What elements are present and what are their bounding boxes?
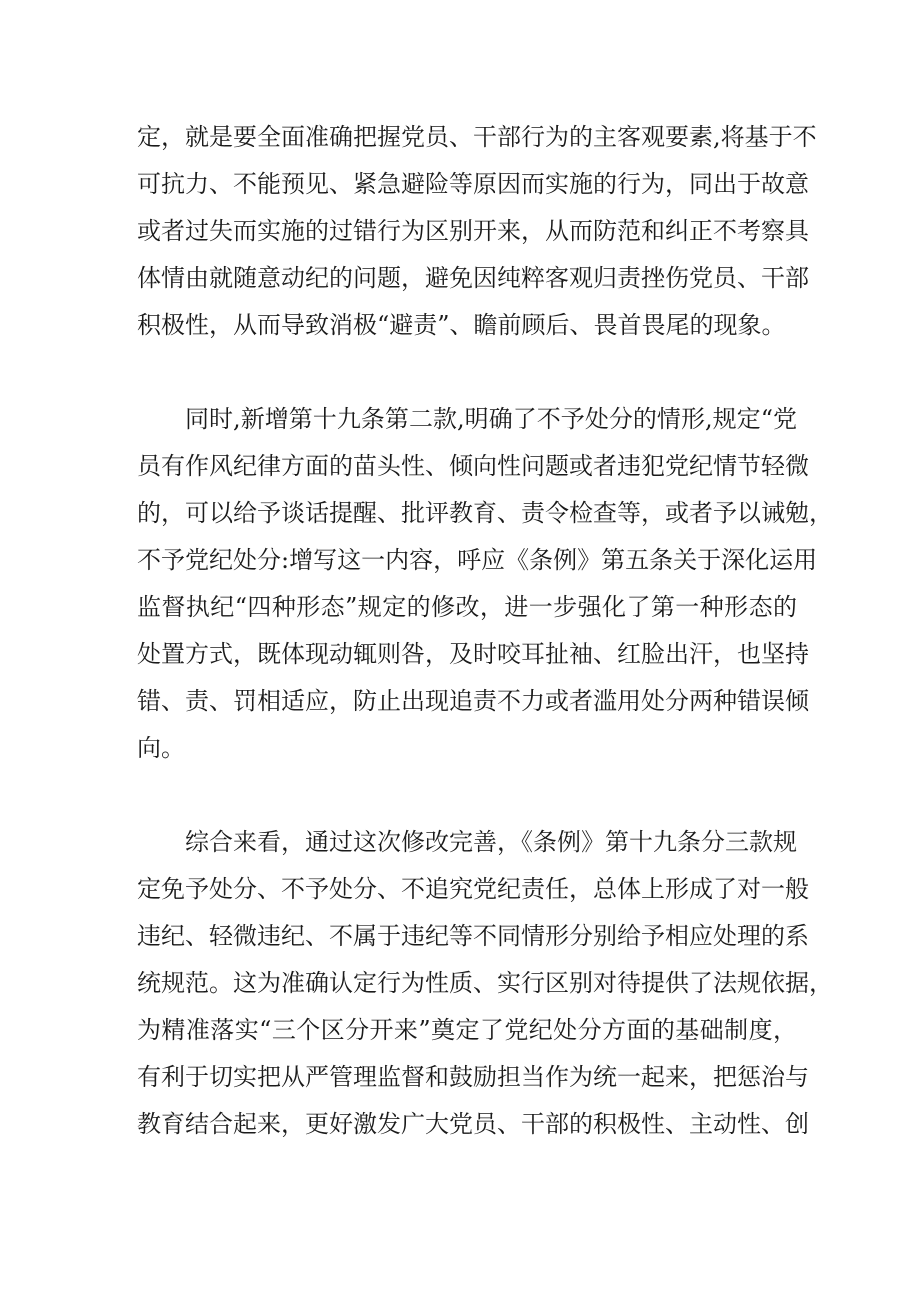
paragraph-line: 员有作风纪律方面的苗头性、倾向性问题或者违犯党纪情节轻微	[137, 452, 809, 480]
paragraph-line: 监督执纪“四种形态”规定的修改，进一步强化了第一种形态的	[137, 593, 797, 621]
paragraph-line: 可抗力、不能预见、紧急避险等原因而实施的行为，同出于故意	[137, 170, 809, 198]
paragraph-line: 综合来看，通过这次修改完善，《条例》第十九条分三款规	[185, 828, 797, 856]
paragraph-line: 违纪、轻微违纪、不属于违纪等不同情形分别给予相应处理的系	[137, 922, 809, 950]
paragraph-line: 的，可以给予谈话提醒、批评教育、责令检查等，或者予以诫勉，	[137, 499, 833, 527]
paragraph-line: 定，就是要全面准确把握党员、干部行为的主客观要素,将基于不	[137, 123, 817, 151]
paragraph-line: 同时,新增第十九条第二款,明确了不予处分的情形,规定“党	[185, 405, 797, 433]
paragraph-line: 向。	[137, 734, 185, 762]
paragraph-line: 定免予处分、不予处分、不追究党纪责任，总体上形成了对一般	[137, 875, 809, 903]
paragraph-line: 积极性，从而导致消极“避责”、瞻前顾后、畏首畏尾的现象。	[137, 311, 786, 339]
paragraph-line: 有利于切实把从严管理监督和鼓励担当作为统一起来，把惩治与	[137, 1063, 809, 1091]
paragraph-line: 统规范。这为准确认定行为性质、实行区别对待提供了法规依据，	[137, 969, 833, 997]
paragraph-line: 错、责、罚相适应，防止出现追责不力或者滥用处分两种错误倾	[137, 687, 809, 715]
paragraph-line: 教育结合起来，更好激发广大党员、干部的积极性、主动性、创	[137, 1110, 809, 1138]
paragraph-line: 体情由就随意动纪的问题，避免因纯粹客观归责挫伤党员、干部	[137, 264, 809, 292]
paragraph-line: 处置方式，既体现动辄则咎，及时咬耳扯袖、红脸出汗，也坚持	[137, 640, 809, 668]
paragraph-line: 为精准落实“三个区分开来”奠定了党纪处分方面的基础制度，	[137, 1016, 797, 1044]
paragraph-line: 或者过失而实施的过错行为区别开来，从而防范和纠正不考察具	[137, 217, 809, 245]
paragraph-line: 不予党纪处分:增写这一内容，呼应《条例》第五条关于深化运用	[137, 546, 818, 574]
